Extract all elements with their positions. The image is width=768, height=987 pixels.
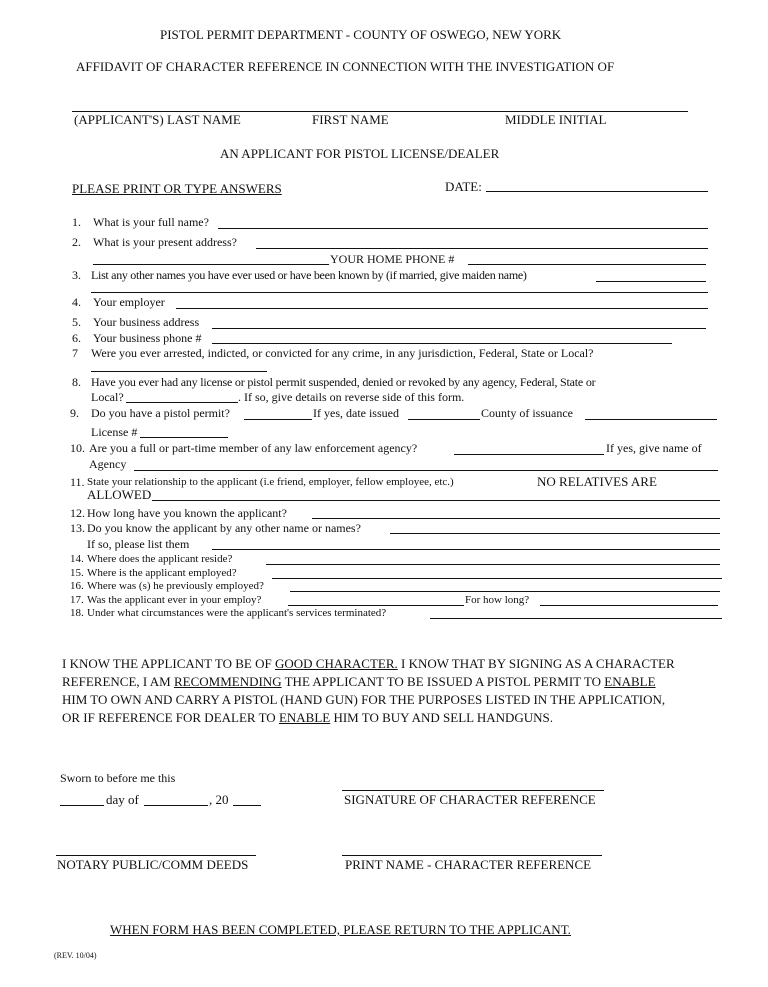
day-of-label: day of — [106, 792, 139, 807]
q4-number: 4. — [72, 295, 81, 309]
home-phone-label: YOUR HOME PHONE # — [330, 252, 455, 266]
notary-label: NOTARY PUBLIC/COMM DEEDS — [57, 857, 249, 872]
q8-details-label: . If so, give details on reverse side of this form. — [238, 390, 465, 404]
q15-field[interactable] — [272, 578, 722, 579]
date-field[interactable] — [486, 191, 708, 192]
q18-number: 18. — [70, 607, 84, 619]
q10-label: Are you a full or part-time member of any law enforcement agency? — [89, 441, 418, 455]
q17-label: Was the applicant ever in your employ? — [87, 594, 262, 606]
q1-field[interactable] — [218, 228, 708, 229]
q10-field[interactable] — [454, 454, 604, 455]
q2-label: What is your present address? — [93, 235, 237, 249]
q12-number: 12. — [70, 506, 85, 520]
q9-license-field[interactable] — [140, 437, 228, 438]
print-instruction: PLEASE PRINT OR TYPE ANSWERS — [72, 181, 282, 196]
first-name-label: FIRST NAME — [312, 112, 389, 127]
q5-number: 5. — [72, 315, 81, 329]
day-field[interactable] — [60, 805, 104, 806]
q9-field[interactable] — [244, 419, 312, 420]
q9-label: Do you have a pistol permit? — [91, 406, 230, 420]
q17-how-long-label: For how long? — [465, 594, 530, 606]
q9-number: 9. — [70, 406, 79, 420]
enable-text-1: ENABLE — [604, 674, 656, 689]
q4-label: Your employer — [93, 295, 165, 309]
statement-part-2: I KNOW THAT BY SIGNING AS A CHARACTER REFERENCE, I AM — [62, 656, 675, 689]
last-name-label: (APPLICANT'S) LAST NAME — [74, 112, 241, 127]
q17-field[interactable] — [288, 605, 464, 606]
q8-label: Have you ever had any license or pistol permit suspended, denied or revoked by any agency, Federal, State or — [91, 375, 596, 389]
affidavit-heading: AFFIDAVIT OF CHARACTER REFERENCE IN CONNECTION WITH THE INVESTIGATION OF — [76, 59, 615, 74]
q9-date-label: If yes, date issued — [313, 406, 399, 420]
q13-label: Do you know the applicant by any other name or names? — [87, 521, 361, 535]
q4-field[interactable] — [176, 308, 708, 309]
q10-agency-label: Agency — [89, 457, 127, 471]
q2-number: 2. — [72, 235, 81, 249]
statement-part-3: THE APPLICANT TO BE ISSUED A PISTOL PERMIT TO — [281, 674, 605, 689]
q7-label: Were you ever arrested, indicted, or convicted for any crime, in any jurisdiction, Federal, State or Local? — [91, 346, 594, 360]
q16-number: 16. — [70, 580, 84, 592]
q6-label: Your business phone # — [93, 331, 202, 345]
q17-number: 17. — [70, 594, 84, 606]
q11-field[interactable] — [152, 500, 720, 501]
character-statement — [62, 655, 682, 727]
q8-field[interactable] — [126, 402, 238, 403]
q7-number: 7 — [72, 346, 78, 360]
q13-list-label: If so, please list them — [87, 537, 190, 551]
signature-field[interactable] — [342, 790, 604, 791]
q2-field[interactable] — [256, 248, 708, 249]
q5-label: Your business address — [93, 315, 200, 329]
q16-field[interactable] — [290, 591, 720, 592]
q8-number: 8. — [72, 375, 81, 389]
q10-number: 10. — [70, 441, 85, 455]
q17-how-long-field[interactable] — [540, 605, 718, 606]
statement-part-1: I KNOW THE APPLICANT TO BE OF — [62, 656, 275, 671]
notary-field[interactable] — [56, 855, 256, 856]
q13-number: 13. — [70, 521, 85, 535]
q3-field-line2[interactable] — [91, 292, 708, 293]
q18-label: Under what circumstances were the applicant's services terminated? — [87, 607, 387, 619]
q12-label: How long have you known the applicant? — [87, 506, 287, 520]
year-field[interactable] — [233, 805, 261, 806]
signature-label: SIGNATURE OF CHARACTER REFERENCE — [344, 792, 596, 807]
q14-number: 14. — [70, 553, 84, 565]
q9-county-field[interactable] — [585, 419, 717, 420]
year-label: , 20 — [209, 792, 229, 807]
home-phone-field[interactable] — [468, 264, 706, 265]
q9-license-label: License # — [91, 425, 138, 439]
q9-date-field[interactable] — [408, 419, 480, 420]
return-notice: WHEN FORM HAS BEEN COMPLETED, PLEASE RETURN TO THE APPLICANT. — [110, 922, 571, 937]
q1-label: What is your full name? — [93, 215, 209, 229]
q10-agency-field[interactable] — [134, 470, 718, 471]
q3-field[interactable] — [596, 281, 706, 282]
q18-field[interactable] — [430, 618, 722, 619]
print-name-label: PRINT NAME - CHARACTER REFERENCE — [345, 857, 592, 872]
q15-number: 15. — [70, 567, 84, 579]
no-relatives-note: NO RELATIVES ARE — [537, 474, 657, 489]
q13-field[interactable] — [390, 533, 720, 534]
q14-field[interactable] — [266, 564, 720, 565]
statement-part-5: HIM TO BUY AND SELL HANDGUNS. — [330, 710, 554, 725]
sworn-label: Sworn to before me this — [60, 771, 176, 785]
revision-label: (REV. 10/04) — [54, 951, 97, 960]
q8-local-label: Local? — [91, 390, 124, 404]
department-heading: PISTOL PERMIT DEPARTMENT - COUNTY OF OSWEGO, NEW YORK — [160, 27, 562, 42]
q6-field[interactable] — [212, 343, 672, 344]
q9-county-label: County of issuance — [481, 406, 573, 420]
q3-label: List any other names you have ever used or have been known by (if married, give maiden name) — [91, 268, 527, 282]
q3-number: 3. — [72, 268, 81, 282]
subtitle: AN APPLICANT FOR PISTOL LICENSE/DEALER — [220, 146, 500, 161]
q2-field-line2[interactable] — [93, 264, 329, 265]
q6-number: 6. — [72, 331, 81, 345]
q13-list-field[interactable] — [212, 549, 720, 550]
q7-field[interactable] — [91, 371, 267, 372]
q16-label: Where was (s) he previously employed? — [87, 580, 264, 592]
month-field[interactable] — [144, 805, 208, 806]
allowed-note: ALLOWED — [87, 487, 152, 502]
q1-number: 1. — [72, 215, 81, 229]
q12-field[interactable] — [312, 518, 720, 519]
q11-label: State your relationship to the applicant (i.e friend, employer, fellow employee, etc.) — [87, 476, 454, 488]
statement-part-4: HIM TO OWN AND CARRY A PISTOL (HAND GUN) FOR THE PURPOSES LISTED IN THE APPLICATION, OR IF REFERENCE FOR DEALER TO — [62, 692, 666, 725]
q10-name-label: If yes, give name of — [606, 441, 702, 455]
good-character-text: GOOD CHARACTER. — [274, 656, 398, 671]
q14-label: Where does the applicant reside? — [87, 553, 233, 565]
q5-field[interactable] — [212, 328, 706, 329]
date-label: DATE: — [445, 179, 482, 194]
q11-number: 11. — [70, 475, 85, 489]
enable-text-2: ENABLE — [278, 710, 331, 725]
q15-label: Where is the applicant employed? — [87, 567, 237, 579]
middle-initial-label: MIDDLE INITIAL — [505, 112, 607, 127]
recommending-text: RECOMMENDING — [173, 674, 282, 689]
print-name-field[interactable] — [342, 855, 602, 856]
